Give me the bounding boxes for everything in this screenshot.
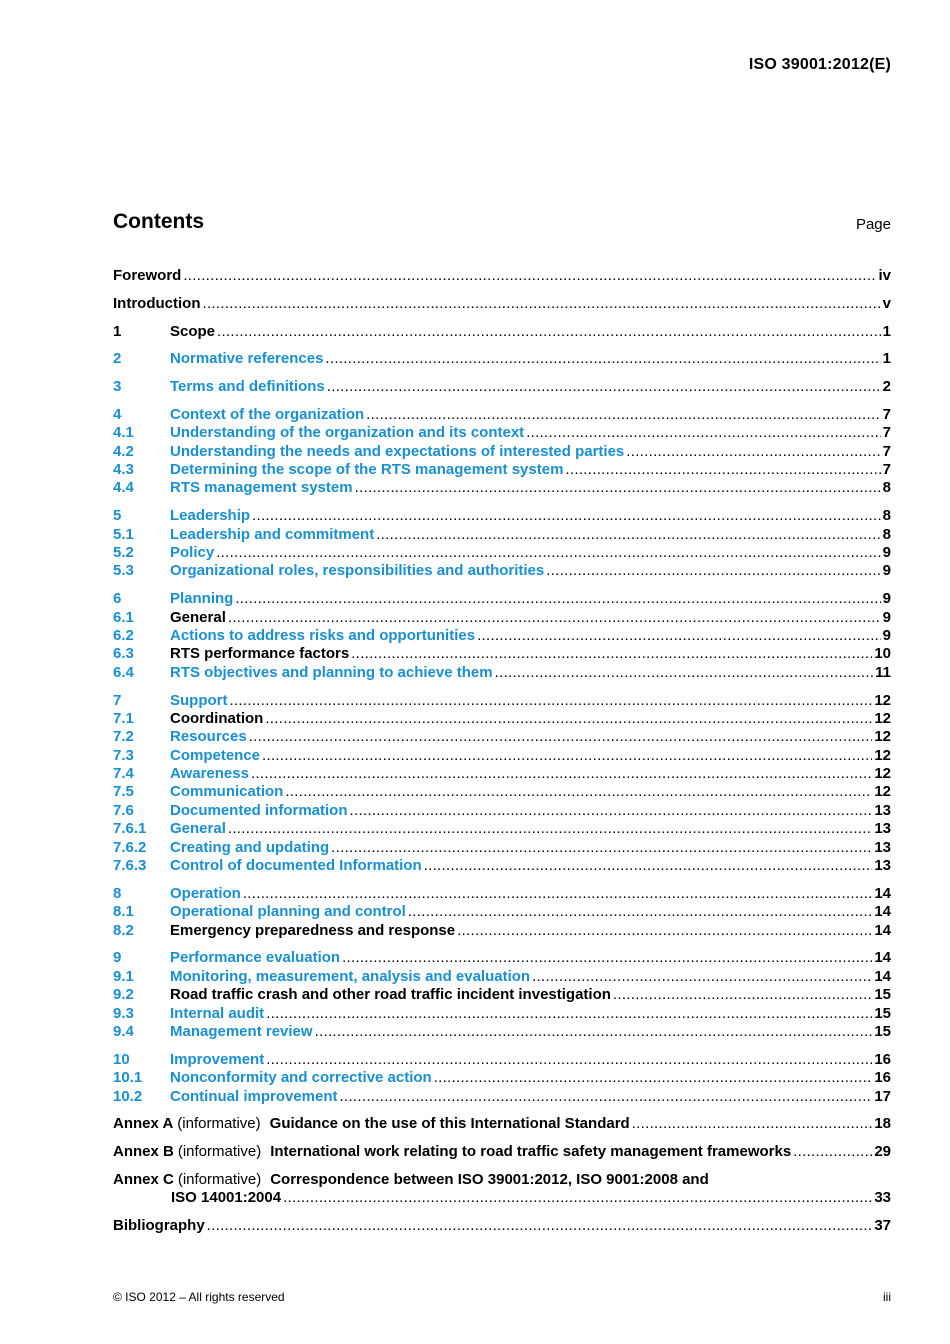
toc-entry-page: 15 bbox=[874, 1004, 891, 1022]
toc-entry-title[interactable]: Understanding of the organization and its context bbox=[170, 424, 525, 442]
toc-entry[interactable] bbox=[113, 590, 891, 608]
toc-entry-number: 4 bbox=[113, 405, 122, 423]
toc-entry-page: 15 bbox=[874, 1022, 891, 1040]
dot-leader bbox=[315, 1023, 873, 1041]
toc-entry[interactable] bbox=[113, 747, 891, 765]
toc-entry-number: 7.6 bbox=[113, 801, 134, 819]
dot-leader bbox=[376, 526, 880, 544]
annex-label: Annex C bbox=[113, 1170, 174, 1188]
annex-page: 29 bbox=[874, 1143, 891, 1161]
toc-entry-number: 2 bbox=[113, 350, 122, 368]
dot-leader bbox=[434, 1069, 873, 1087]
toc-entry[interactable] bbox=[113, 922, 891, 940]
toc-entry[interactable] bbox=[113, 1088, 891, 1106]
toc-entry-page: 9 bbox=[882, 626, 891, 644]
toc-entry[interactable] bbox=[113, 406, 891, 424]
dot-leader bbox=[216, 544, 880, 562]
toc-entry-title[interactable]: Documented information bbox=[170, 801, 348, 819]
toc-entry-number: 5 bbox=[113, 507, 122, 525]
toc-entry-title[interactable]: Planning bbox=[170, 590, 234, 608]
toc-entry-title[interactable]: Improvement bbox=[170, 1050, 265, 1068]
contents-heading: Contents bbox=[113, 210, 204, 233]
toc-entry-title[interactable]: Context of the organization bbox=[170, 405, 365, 423]
dot-leader bbox=[262, 747, 872, 765]
toc-entry-number: 9.2 bbox=[113, 986, 134, 1004]
toc-entry-title[interactable]: Terms and definitions bbox=[170, 378, 325, 396]
toc-entry-title[interactable]: Monitoring, measurement, analysis and evaluation bbox=[170, 967, 531, 985]
toc-entry-number: 1 bbox=[113, 322, 122, 340]
dot-leader bbox=[249, 728, 873, 746]
annex-label: Annex A bbox=[113, 1115, 174, 1133]
toc-entry-title[interactable]: Scope bbox=[170, 322, 216, 340]
toc-entry[interactable] bbox=[113, 885, 891, 903]
dot-leader bbox=[477, 627, 881, 645]
dot-leader bbox=[355, 479, 881, 497]
toc-entry[interactable] bbox=[113, 857, 891, 875]
annex-title[interactable]: Guidance on the use of this International Standard bbox=[269, 1115, 630, 1133]
dot-leader bbox=[252, 507, 881, 525]
toc-entry-page: 14 bbox=[874, 903, 891, 921]
toc-entry-page: 2 bbox=[882, 378, 891, 396]
toc-entry-page: 14 bbox=[874, 921, 891, 939]
dot-leader bbox=[183, 267, 876, 285]
dot-leader bbox=[632, 1115, 873, 1133]
toc-entry-title[interactable]: Resources bbox=[170, 728, 247, 746]
annex-entry[interactable] bbox=[113, 1115, 891, 1133]
annex-page: 18 bbox=[874, 1115, 891, 1133]
toc-entry-number: 5.1 bbox=[113, 525, 134, 543]
toc-entry-title[interactable]: Performance evaluation bbox=[170, 949, 341, 967]
toc-entry-title[interactable]: Competence bbox=[170, 746, 261, 764]
annex-title[interactable]: Correspondence between ISO 39001:2012, ISO 9001:2008 and bbox=[270, 1170, 709, 1188]
annex-title-continued[interactable]: ISO 14001:2004 bbox=[171, 1189, 282, 1207]
toc-entry-title[interactable]: Emergency preparedness and response bbox=[170, 921, 456, 939]
toc-entry[interactable] bbox=[113, 378, 891, 396]
toc-entry-title[interactable]: Leadership and commitment bbox=[170, 525, 375, 543]
toc-entry-title[interactable]: Understanding the needs and expectations of interested parties bbox=[170, 442, 625, 460]
toc-entry-title[interactable]: Operational planning and control bbox=[170, 903, 406, 921]
toc-entry-title[interactable]: RTS management system bbox=[170, 479, 353, 497]
toc-entry-page: 8 bbox=[882, 525, 891, 543]
toc-entry-page: 12 bbox=[874, 765, 891, 783]
toc-entry[interactable] bbox=[113, 627, 891, 645]
toc-entry-title[interactable]: Nonconformity and corrective action bbox=[170, 1069, 432, 1087]
annex-entry-continued[interactable] bbox=[113, 1189, 891, 1207]
toc-entry-number: 5.3 bbox=[113, 562, 134, 580]
toc-entry-number: 9.4 bbox=[113, 1022, 134, 1040]
toc-entry-number: 10 bbox=[113, 1050, 130, 1068]
toc-entry-number: 4.1 bbox=[113, 424, 134, 442]
toc-entry-page: 14 bbox=[874, 967, 891, 985]
dot-leader bbox=[251, 765, 872, 783]
toc-entry-title[interactable]: Leadership bbox=[170, 507, 251, 525]
toc-entry-number: 7.5 bbox=[113, 783, 134, 801]
dot-leader bbox=[228, 609, 881, 627]
toc-entry[interactable] bbox=[113, 443, 891, 461]
toc-entry-page: 11 bbox=[875, 663, 891, 681]
dot-leader bbox=[207, 1217, 873, 1235]
dot-leader bbox=[327, 378, 881, 396]
dot-leader bbox=[228, 820, 872, 838]
toc-entry-number: 8.2 bbox=[113, 921, 134, 939]
toc-entry-title[interactable]: Control of documented Information bbox=[170, 857, 422, 875]
toc-entry-page: 9 bbox=[882, 562, 891, 580]
toc-entry-page: v bbox=[882, 294, 891, 312]
toc-entry[interactable] bbox=[113, 645, 891, 663]
dot-leader bbox=[793, 1143, 872, 1161]
toc-entry-page: 12 bbox=[874, 691, 891, 709]
toc-entry-title[interactable]: General bbox=[170, 820, 226, 838]
toc-entry-title[interactable]: RTS performance factors bbox=[170, 645, 350, 663]
page-column-label: Page bbox=[855, 216, 891, 233]
toc-entry-title[interactable]: Policy bbox=[170, 544, 215, 562]
toc-entry-page: 10 bbox=[874, 645, 891, 663]
toc-entry-number: 3 bbox=[113, 378, 122, 396]
toc-entry-page: 12 bbox=[874, 709, 891, 727]
toc-entry-page: 9 bbox=[882, 544, 891, 562]
toc-entry[interactable] bbox=[113, 949, 891, 967]
toc-entry[interactable] bbox=[113, 802, 891, 820]
annex-page: 33 bbox=[874, 1189, 891, 1207]
toc-entry[interactable] bbox=[113, 562, 891, 580]
dot-leader bbox=[243, 885, 872, 903]
dot-leader bbox=[350, 802, 873, 820]
toc-entry-number: 7.3 bbox=[113, 746, 134, 764]
dot-leader bbox=[532, 968, 872, 986]
toc-entry-number: 6.1 bbox=[113, 608, 134, 626]
toc-entry[interactable] bbox=[113, 479, 891, 497]
toc-entry-title[interactable]: Normative references bbox=[170, 350, 324, 368]
toc-entry-page: 14 bbox=[874, 884, 891, 902]
dot-leader bbox=[546, 562, 880, 580]
dot-leader bbox=[613, 986, 872, 1004]
bibliography-page: 37 bbox=[874, 1217, 891, 1235]
toc-entry[interactable] bbox=[113, 820, 891, 838]
dot-leader bbox=[408, 903, 872, 921]
toc-entry[interactable] bbox=[113, 903, 891, 921]
toc-entry-page: 13 bbox=[874, 838, 891, 856]
annex-entry[interactable] bbox=[113, 1171, 891, 1189]
toc-entry-number: 5.2 bbox=[113, 544, 134, 562]
toc-entry-page: 13 bbox=[874, 801, 891, 819]
toc-entry-page: 8 bbox=[882, 479, 891, 497]
dot-leader bbox=[325, 350, 880, 368]
toc-entry[interactable] bbox=[113, 1023, 891, 1041]
dot-leader bbox=[351, 645, 872, 663]
toc-entry-number: 8 bbox=[113, 884, 122, 902]
toc-entry-number: 10.2 bbox=[113, 1087, 143, 1105]
dot-leader bbox=[331, 839, 872, 857]
toc-entry[interactable] bbox=[113, 692, 891, 710]
annex-title[interactable]: International work relating to road traffic safety management frameworks bbox=[270, 1143, 792, 1161]
dot-leader bbox=[265, 710, 872, 728]
annex-label: Annex B bbox=[113, 1143, 174, 1161]
toc-entry[interactable] bbox=[113, 986, 891, 1004]
dot-leader bbox=[342, 949, 872, 967]
toc-entry-page: 13 bbox=[874, 857, 891, 875]
toc-entry-number: 4.2 bbox=[113, 442, 134, 460]
bibliography-title[interactable]: Bibliography bbox=[113, 1217, 205, 1235]
toc-entry-title[interactable]: Introduction bbox=[113, 294, 201, 312]
toc-entry-number: 6.2 bbox=[113, 626, 134, 644]
toc-entry-title[interactable]: Operation bbox=[170, 884, 241, 902]
dot-leader bbox=[340, 1088, 873, 1106]
dot-leader bbox=[366, 406, 880, 424]
toc-entry[interactable] bbox=[113, 461, 891, 479]
footer-page-number: iii bbox=[883, 1290, 891, 1304]
toc-entry-title[interactable]: Determining the scope of the RTS management system bbox=[170, 461, 564, 479]
toc-entry-page: 12 bbox=[874, 746, 891, 764]
toc-entry[interactable] bbox=[113, 1005, 891, 1023]
toc-entry-page: 9 bbox=[882, 608, 891, 626]
toc-entry-title[interactable]: Awareness bbox=[170, 765, 249, 783]
toc-entry[interactable] bbox=[113, 609, 891, 627]
toc-entry[interactable] bbox=[113, 968, 891, 986]
dot-leader bbox=[266, 1005, 872, 1023]
toc-entry[interactable] bbox=[113, 267, 891, 285]
toc-entry-number: 6.4 bbox=[113, 663, 134, 681]
annex-type: (informative) bbox=[177, 1170, 262, 1188]
toc-entry-number: 4.3 bbox=[113, 461, 134, 479]
toc-entry-title[interactable]: Management review bbox=[170, 1022, 313, 1040]
toc-entry-number: 7.2 bbox=[113, 728, 134, 746]
dot-leader bbox=[235, 590, 880, 608]
dot-leader bbox=[424, 857, 873, 875]
toc-entry[interactable] bbox=[113, 710, 891, 728]
toc-entry-number: 7.6.2 bbox=[113, 838, 147, 856]
dot-leader bbox=[526, 424, 880, 442]
toc-entry-number: 9.3 bbox=[113, 1004, 134, 1022]
toc-entry-title[interactable]: RTS objectives and planning to achieve them bbox=[170, 663, 493, 681]
toc-entry-page: 7 bbox=[882, 442, 891, 460]
toc-entry-page: 7 bbox=[882, 424, 891, 442]
toc-entry-page: 7 bbox=[882, 461, 891, 479]
toc-entry-number: 6.3 bbox=[113, 645, 134, 663]
toc-entry-number: 7.4 bbox=[113, 765, 134, 783]
dot-leader bbox=[230, 692, 873, 710]
toc-entry[interactable] bbox=[113, 728, 891, 746]
toc-entry-number: 4.4 bbox=[113, 479, 134, 497]
toc-entry-title[interactable]: Organizational roles, responsibilities and authorities bbox=[170, 562, 545, 580]
toc-entry-number: 10.1 bbox=[113, 1069, 143, 1087]
footer-copyright: © ISO 2012 – All rights reserved bbox=[113, 1290, 285, 1304]
dot-leader bbox=[565, 461, 880, 479]
toc-entry-page: iv bbox=[878, 266, 891, 284]
toc-entry-number: 7.6.3 bbox=[113, 857, 147, 875]
toc-entry[interactable] bbox=[113, 1051, 891, 1069]
toc-entry-page: 16 bbox=[874, 1050, 891, 1068]
toc-entry-page: 8 bbox=[882, 507, 891, 525]
toc-entry[interactable] bbox=[113, 526, 891, 544]
toc-entry[interactable] bbox=[113, 839, 891, 857]
toc-entry-page: 17 bbox=[874, 1087, 891, 1105]
toc-entry-title[interactable]: General bbox=[170, 608, 226, 626]
toc-entry[interactable] bbox=[113, 323, 891, 341]
toc-entry-number: 7.6.1 bbox=[113, 820, 147, 838]
toc-entry[interactable] bbox=[113, 784, 891, 802]
annex-type: (informative) bbox=[177, 1143, 262, 1161]
toc-entry-title[interactable]: Communication bbox=[170, 783, 284, 801]
toc-entry[interactable] bbox=[113, 507, 891, 525]
toc-entry-title[interactable]: Actions to address risks and opportunities bbox=[170, 626, 476, 644]
toc-entry-bibliography[interactable] bbox=[113, 1217, 891, 1235]
dot-leader bbox=[266, 1051, 872, 1069]
toc-entry-title[interactable]: Coordination bbox=[170, 709, 264, 727]
annex-entry[interactable] bbox=[113, 1143, 891, 1161]
toc-entry-page: 15 bbox=[874, 986, 891, 1004]
toc-entry-page: 7 bbox=[882, 405, 891, 423]
toc-entry-title[interactable]: Internal audit bbox=[170, 1004, 265, 1022]
toc-entry[interactable] bbox=[113, 350, 891, 368]
toc-entry-page: 1 bbox=[882, 322, 891, 340]
dot-leader bbox=[283, 1189, 872, 1207]
toc-entry-number: 6 bbox=[113, 590, 122, 608]
toc-entry-title[interactable]: Support bbox=[170, 691, 228, 709]
toc-entry-page: 16 bbox=[874, 1069, 891, 1087]
toc-entry[interactable] bbox=[113, 1069, 891, 1087]
toc-entry-title[interactable]: Foreword bbox=[113, 266, 182, 284]
toc-entry[interactable] bbox=[113, 664, 891, 682]
toc-entry-title[interactable]: Creating and updating bbox=[170, 838, 330, 856]
table-of-contents bbox=[113, 267, 891, 1235]
dot-leader bbox=[457, 922, 872, 940]
dot-leader bbox=[202, 295, 880, 313]
toc-entry[interactable] bbox=[113, 765, 891, 783]
dot-leader bbox=[217, 323, 881, 341]
toc-entry-number: 9.1 bbox=[113, 967, 134, 985]
toc-entry-number: 9 bbox=[113, 949, 122, 967]
toc-entry-title[interactable]: Road traffic crash and other road traffic incident investigation bbox=[170, 986, 611, 1004]
toc-entry[interactable] bbox=[113, 544, 891, 562]
toc-entry[interactable] bbox=[113, 295, 891, 313]
toc-entry-page: 14 bbox=[874, 949, 891, 967]
standard-id: ISO 39001:2012(E) bbox=[748, 56, 891, 73]
dot-leader bbox=[285, 783, 872, 801]
annex-type: (informative) bbox=[177, 1115, 261, 1133]
toc-entry-page: 12 bbox=[874, 728, 891, 746]
toc-entry-page: 9 bbox=[882, 590, 891, 608]
toc-entry-number: 7.1 bbox=[113, 709, 134, 727]
toc-entry-page: 1 bbox=[882, 350, 891, 368]
dot-leader bbox=[495, 664, 874, 682]
toc-entry-page: 13 bbox=[874, 820, 891, 838]
toc-entry-number: 8.1 bbox=[113, 903, 134, 921]
toc-entry-title[interactable]: Continual improvement bbox=[170, 1087, 338, 1105]
toc-entry-page: 12 bbox=[874, 783, 891, 801]
toc-entry[interactable] bbox=[113, 424, 891, 442]
dot-leader bbox=[626, 443, 880, 461]
toc-entry-number: 7 bbox=[113, 691, 122, 709]
